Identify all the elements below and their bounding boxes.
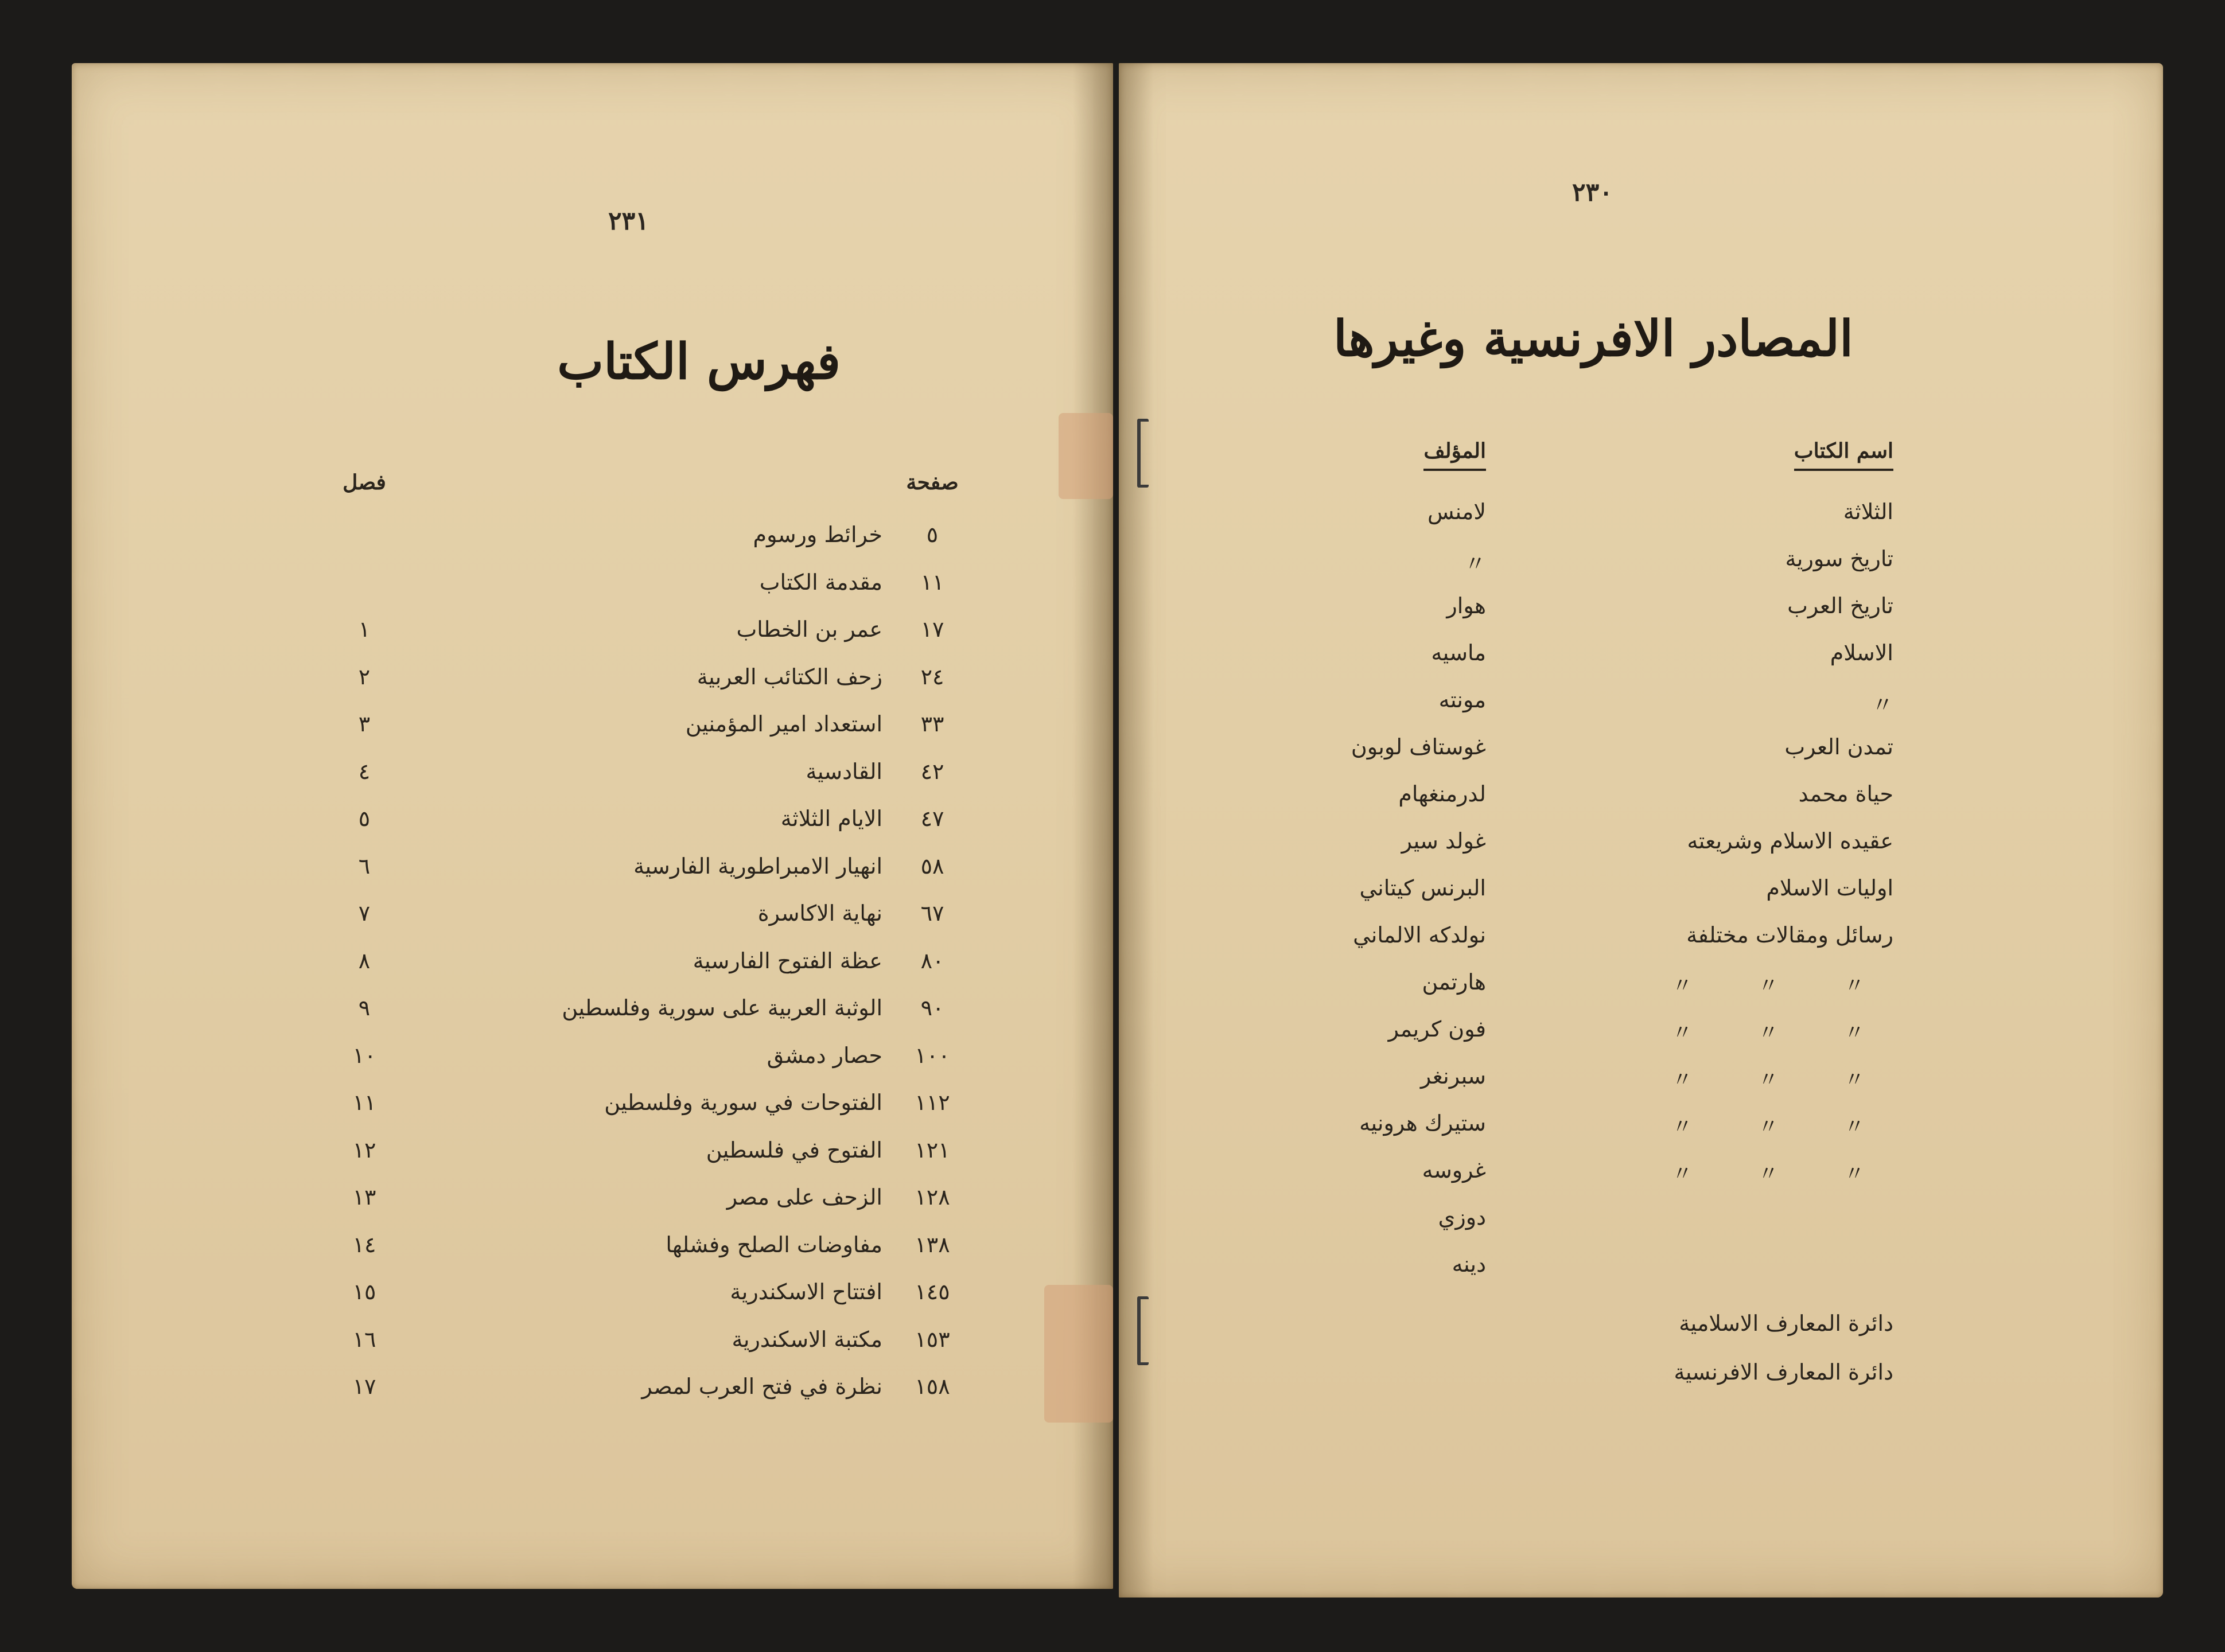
source-author: مونته — [1438, 687, 1486, 712]
toc-entry-chapter: ١٧ — [352, 1374, 376, 1399]
source-book: 〃 — [1871, 692, 1893, 718]
source-row — [1119, 969, 2163, 1016]
source-author: ستيرك هرونيه — [1359, 1111, 1486, 1136]
source-author: 〃 — [1464, 551, 1486, 576]
toc-entry-chapter: ١٠ — [352, 1042, 376, 1068]
source-author: البرنس كيتاني — [1359, 875, 1486, 901]
toc-entry-title: افتتاح الاسكندرية — [730, 1279, 882, 1304]
toc-entry-title: انهيار الامبراطورية الفارسية — [633, 853, 882, 879]
source-author: سبرنغر — [1420, 1063, 1486, 1089]
ditto-mark: 〃 — [1843, 1021, 1865, 1045]
source-book: رسائل ومقالات مختلفة — [1686, 922, 1893, 948]
source-author: دينه — [1452, 1252, 1486, 1277]
source-author: نولدكه الالماني — [1353, 922, 1486, 948]
toc-entry-page: ١١٢ — [915, 1090, 950, 1115]
page-title: المصادر الافرنسية وغيرها — [1333, 310, 1853, 368]
toc-entry-page: ٣٣ — [920, 711, 944, 737]
toc-entry-page: ١٥٨ — [915, 1374, 950, 1399]
source-row — [1119, 734, 2163, 781]
source-book: اوليات الاسلام — [1766, 875, 1893, 901]
toc-entry-chapter: ٧ — [358, 901, 371, 926]
ditto-mark: 〃 — [1671, 1162, 1693, 1186]
source-row — [1119, 922, 2163, 969]
source-book: تمدن العرب — [1784, 734, 1893, 759]
toc-entry-chapter: ٦ — [358, 853, 371, 879]
source-row — [1119, 499, 2163, 546]
toc-entry-page: ١١ — [920, 569, 944, 595]
source-book: الاسلام — [1830, 640, 1893, 665]
toc-row — [72, 1137, 1113, 1183]
ditto-mark: 〃 — [1843, 1115, 1865, 1139]
toc-entry-title: نهاية الاكاسرة — [757, 901, 882, 926]
toc-entry-page: ١٠٠ — [915, 1042, 950, 1068]
toc-entry-chapter: ٨ — [358, 948, 371, 973]
toc-entry-chapter: ٩ — [358, 995, 371, 1020]
toc-entry-title: مفاوضات الصلح وفشلها — [666, 1232, 882, 1257]
source-author: فون كريمر — [1388, 1016, 1486, 1042]
toc-row — [72, 1090, 1113, 1136]
toc-entry-title: عمر بن الخطاب — [736, 617, 882, 642]
page-title: فهرس الكتاب — [557, 333, 841, 391]
toc-row — [72, 759, 1113, 805]
source-row — [1119, 1252, 2163, 1299]
toc-row — [72, 1327, 1113, 1373]
toc-row — [72, 1185, 1113, 1230]
toc-entry-chapter: ٤ — [358, 758, 371, 784]
source-row — [1119, 875, 2163, 922]
ditto-mark: 〃 — [1757, 1162, 1779, 1186]
source-row — [1119, 593, 2163, 640]
source-row — [1119, 1063, 2163, 1111]
toc-entry-page: ٥٨ — [920, 853, 944, 879]
toc-entry-title: الوثبة العربية على سورية وفلسطين — [562, 995, 882, 1020]
source-row — [1119, 640, 2163, 687]
source-author: غوستاف لوبون — [1351, 734, 1486, 759]
toc-entry-title: خرائط ورسوم — [753, 522, 882, 547]
ditto-mark: 〃 — [1757, 1115, 1779, 1139]
toc-entry-page: ١٧ — [920, 617, 944, 642]
ditto-mark: 〃 — [1671, 974, 1693, 998]
toc-entry-chapter: ١٣ — [352, 1185, 376, 1210]
toc-row — [72, 570, 1113, 615]
toc-row — [72, 711, 1113, 757]
source-row — [1119, 1111, 2163, 1158]
toc-row — [72, 901, 1113, 946]
toc-entry-chapter: ٥ — [358, 806, 371, 831]
page-number: ٢٣١ — [608, 206, 649, 236]
source-row — [1119, 1016, 2163, 1063]
source-row — [1119, 781, 2163, 828]
source-author: غروسه — [1422, 1158, 1486, 1183]
toc-row — [72, 1374, 1113, 1420]
toc-entry-title: القادسية — [806, 758, 882, 784]
column-header-chapter: فصل — [343, 470, 386, 494]
toc-entry-title: الفتوح في فلسطين — [706, 1137, 882, 1163]
ditto-mark: 〃 — [1843, 1162, 1865, 1186]
column-header-book: اسم الكتاب — [1794, 439, 1893, 471]
source-row — [1119, 1205, 2163, 1252]
toc-entry-page: ١٤٥ — [915, 1279, 950, 1304]
toc-entry-page: ٢٤ — [920, 664, 944, 689]
source-author: هارتمن — [1422, 969, 1486, 995]
toc-row — [72, 1043, 1113, 1089]
source-row — [1119, 687, 2163, 734]
toc-row — [72, 522, 1113, 568]
toc-entry-title: حصار دمشق — [767, 1042, 882, 1068]
toc-row — [72, 948, 1113, 994]
ditto-mark: 〃 — [1843, 1068, 1865, 1092]
source-author: غولد سير — [1401, 828, 1486, 854]
repair-tape — [1059, 413, 1113, 499]
footer-source: دائرة المعارف الافرنسية — [1674, 1359, 1893, 1385]
toc-entry-page: ٤٧ — [920, 806, 944, 831]
page-number: ٢٣٠ — [1572, 178, 1613, 207]
toc-row — [72, 1232, 1113, 1278]
toc-row — [72, 806, 1113, 852]
source-author: هوار — [1446, 593, 1486, 618]
toc-entry-title: زحف الكتائب العربية — [697, 664, 882, 689]
source-book: تاريخ العرب — [1787, 593, 1893, 618]
toc-entry-title: الفتوحات في سورية وفلسطين — [604, 1090, 882, 1115]
source-row — [1119, 546, 2163, 593]
toc-entry-title: مكتبة الاسكندرية — [732, 1326, 882, 1352]
toc-row — [72, 617, 1113, 663]
right-page — [1119, 63, 2163, 1598]
footer-source: دائرة المعارف الاسلامية — [1679, 1311, 1893, 1336]
toc-entry-title: نظرة في فتح العرب لمصر — [641, 1374, 882, 1399]
ditto-mark: 〃 — [1757, 974, 1779, 998]
toc-entry-page: ٥ — [926, 522, 939, 547]
toc-entry-title: استعداد امير المؤمنين — [685, 711, 882, 737]
toc-entry-page: ١٢١ — [915, 1137, 950, 1163]
source-row — [1119, 828, 2163, 875]
ditto-mark: 〃 — [1843, 974, 1865, 998]
staple — [1137, 419, 1149, 488]
column-header-page: صفحة — [906, 470, 959, 494]
toc-entry-page: ٤٢ — [920, 758, 944, 784]
toc-entry-page: ٦٧ — [920, 901, 944, 926]
toc-row — [72, 995, 1113, 1041]
toc-entry-chapter: ١ — [358, 617, 371, 642]
toc-entry-title: عظة الفتوح الفارسية — [693, 948, 882, 973]
staple — [1137, 1296, 1149, 1365]
toc-entry-page: ١٣٨ — [915, 1232, 950, 1257]
ditto-mark: 〃 — [1757, 1021, 1779, 1045]
toc-entry-chapter: ١٢ — [352, 1137, 376, 1163]
toc-entry-chapter: ١٤ — [352, 1232, 376, 1257]
ditto-mark: 〃 — [1671, 1068, 1693, 1092]
left-page — [72, 63, 1113, 1589]
source-author: لدرمنغهام — [1398, 781, 1486, 806]
toc-entry-chapter: ٣ — [358, 711, 371, 737]
toc-row — [72, 1279, 1113, 1325]
source-author: لامنس — [1427, 499, 1486, 524]
toc-entry-chapter: ٢ — [358, 664, 371, 689]
toc-entry-title: الزحف على مصر — [726, 1185, 882, 1210]
ditto-mark: 〃 — [1671, 1115, 1693, 1139]
toc-entry-chapter: ١٦ — [352, 1326, 376, 1352]
column-header-author: المؤلف — [1423, 439, 1486, 471]
toc-entry-page: ١٥٣ — [915, 1326, 950, 1352]
toc-entry-title: مقدمة الكتاب — [759, 569, 882, 595]
toc-entry-page: ٩٠ — [920, 995, 944, 1020]
toc-row — [72, 854, 1113, 899]
source-book: الثلاثة — [1843, 499, 1893, 524]
toc-entry-title: الايام الثلاثة — [780, 806, 882, 831]
source-book: عقيده الاسلام وشريعته — [1687, 828, 1893, 854]
toc-entry-chapter: ١١ — [352, 1090, 376, 1115]
toc-entry-page: ٨٠ — [920, 948, 944, 973]
toc-entry-page: ١٢٨ — [915, 1185, 950, 1210]
ditto-mark: 〃 — [1671, 1021, 1693, 1045]
source-row — [1119, 1158, 2163, 1205]
ditto-mark: 〃 — [1757, 1068, 1779, 1092]
source-author: دوزي — [1438, 1205, 1486, 1230]
source-author: ماسيه — [1431, 640, 1486, 665]
source-book: تاريخ سورية — [1785, 546, 1893, 571]
source-book: حياة محمد — [1798, 781, 1893, 806]
toc-entry-chapter: ١٥ — [352, 1279, 376, 1304]
toc-row — [72, 664, 1113, 710]
